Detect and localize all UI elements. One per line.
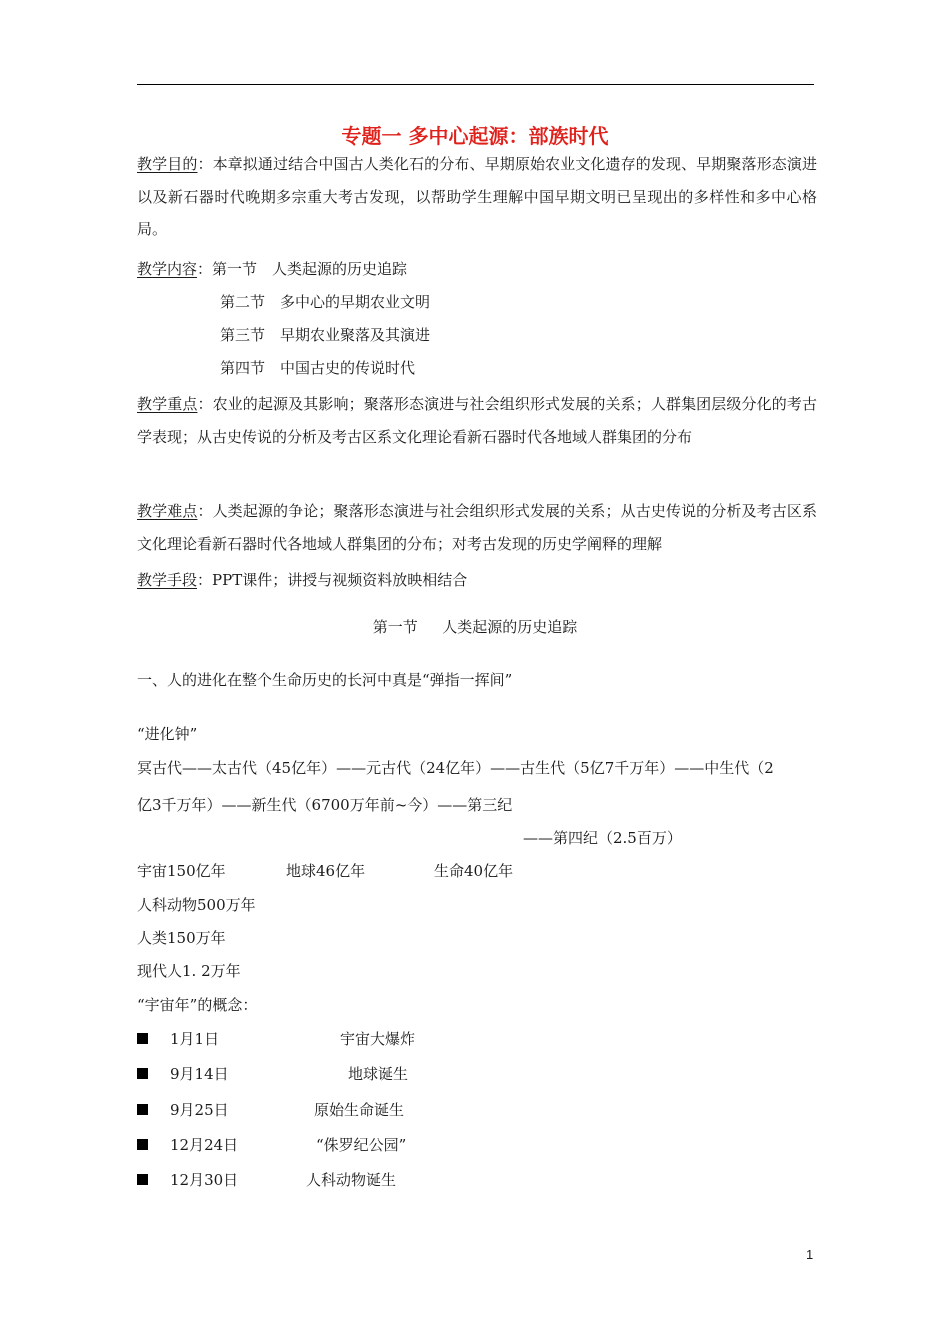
teaching-focus-text: ：农业的起源及其影响；聚落形态演进与社会组织形式发展的关系；人群集团层级分化的考古学表现；从古史传说的分析及考古区系文化理论看新石器时代各地域人群集团的分布 — [137, 395, 817, 446]
content-item: 第一节 人类起源的历史追踪 — [212, 260, 408, 278]
point-one: 一、人的进化在整个生命历史的长河中真是“弹指一挥间” — [137, 671, 513, 689]
clock-title: “进化钟” — [137, 725, 198, 743]
page-number: 1 — [806, 1247, 814, 1262]
eras-line: 亿3千万年）——新生代（6700万年前~今）——第三纪 — [137, 796, 513, 814]
content-item: 第三节 早期农业聚落及其演进 — [220, 326, 431, 344]
teaching-means-label: 教学手段 — [137, 571, 198, 589]
list-item — [137, 1133, 148, 1157]
teaching-content-label: 教学内容 — [137, 260, 198, 278]
age-modern: 现代人1. 2万年 — [137, 962, 241, 980]
list-item — [137, 1062, 148, 1086]
cosmic-date: 9月14日 — [170, 1065, 229, 1083]
content-item: 第二节 多中心的早期农业文明 — [220, 293, 431, 311]
square-bullet-icon — [137, 1104, 148, 1115]
teaching-difficulty-text: ：人类起源的争论；聚落形态演进与社会组织形式发展的关系；从古史传说的分析及考古区系文化理论看新石器时代各地域人群集团的分布；对考古发现的历史学阐释的理解 — [137, 502, 817, 553]
header-rule — [137, 84, 814, 85]
age-universe: 宇宙150亿年 — [137, 862, 226, 880]
list-item — [137, 1168, 148, 1192]
teaching-purpose-text: ：本章拟通过结合中国古人类化石的分布、早期原始农业文化遗存的发现、早期聚落形态演进以及新石器时代晚期多宗重大考古发现，以帮助学生理解中国早期文明已呈现出的多样性和多中心格局。 — [137, 155, 817, 238]
cosmic-event: 原始生命诞生 — [314, 1101, 405, 1119]
cosmic-event: 人科动物诞生 — [306, 1171, 397, 1189]
document-title: 专题一 多中心起源：部族时代 — [341, 124, 609, 148]
age-humans: 人类150万年 — [137, 929, 226, 947]
eras-line: ——第四纪（2.5百万） — [523, 829, 682, 847]
age-life: 生命40亿年 — [434, 862, 514, 880]
cosmic-event: 宇宙大爆炸 — [340, 1030, 416, 1048]
cosmic-year-title: “宇宙年”的概念： — [137, 996, 258, 1014]
list-item — [137, 1098, 148, 1122]
teaching-purpose-label: 教学目的 — [137, 155, 198, 173]
eras-line: 冥古代——太古代（45亿年）——元古代（24亿年）——古生代（5亿7千万年）——中生代（2 — [137, 759, 774, 777]
teaching-means — [137, 568, 467, 592]
cosmic-date: 12月24日 — [170, 1136, 239, 1154]
teaching-focus-label: 教学重点 — [137, 395, 198, 413]
list-item — [137, 1027, 148, 1051]
age-earth: 地球46亿年 — [286, 862, 366, 880]
teaching-purpose — [137, 148, 817, 246]
section-heading: 第一节 人类起源的历史追踪 — [372, 618, 578, 636]
square-bullet-icon — [137, 1033, 148, 1044]
teaching-focus — [137, 388, 817, 453]
square-bullet-icon — [137, 1174, 148, 1185]
cosmic-event: 地球诞生 — [348, 1065, 409, 1083]
square-bullet-icon — [137, 1068, 148, 1079]
age-hominid: 人科动物500万年 — [137, 896, 256, 914]
cosmic-date: 1月1日 — [170, 1030, 220, 1048]
cosmic-date: 9月25日 — [170, 1101, 229, 1119]
square-bullet-icon — [137, 1139, 148, 1150]
teaching-content: 教学内容：第一节 人类起源的历史追踪 — [137, 260, 408, 278]
cosmic-date: 12月30日 — [170, 1171, 239, 1189]
teaching-difficulty — [137, 495, 817, 560]
content-item: 第四节 中国古史的传说时代 — [220, 359, 416, 377]
teaching-difficulty-label: 教学难点 — [137, 502, 198, 520]
cosmic-event: “侏罗纪公园” — [316, 1136, 407, 1154]
teaching-means-text: ：PPT课件；讲授与视频资料放映相结合 — [197, 571, 468, 589]
